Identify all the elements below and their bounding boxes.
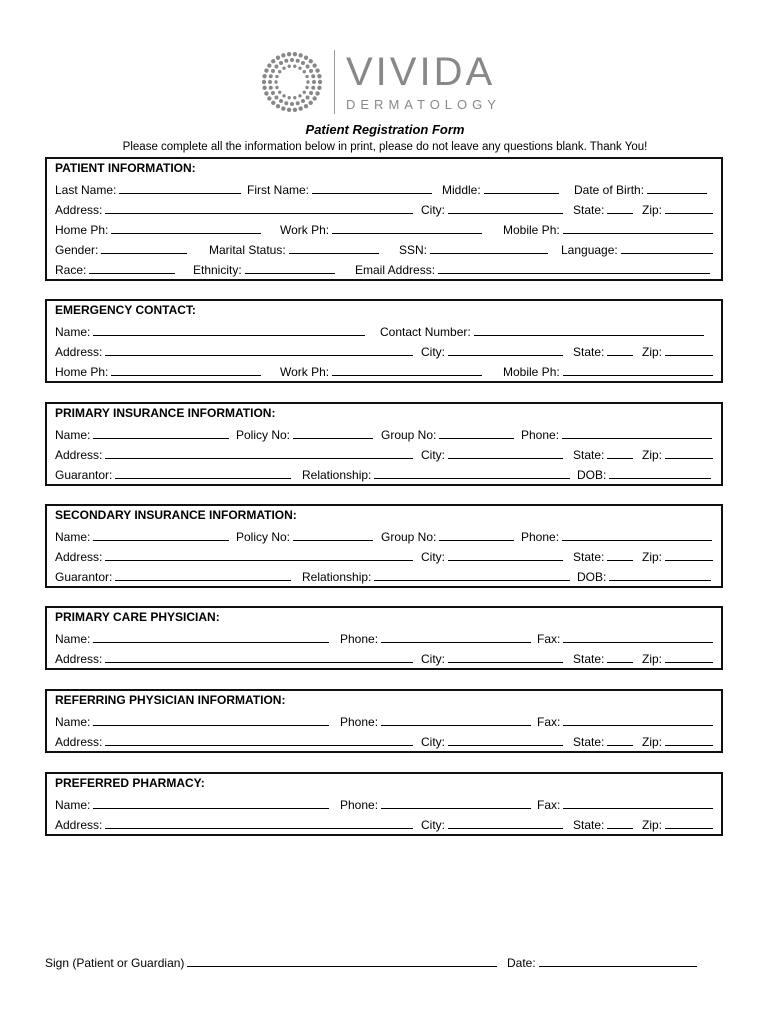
logo-dot xyxy=(268,80,272,84)
emergency-contact-section xyxy=(45,299,723,383)
logo-dot xyxy=(275,86,278,89)
home-phone-field[interactable] xyxy=(111,221,261,234)
zip-label: Zip: xyxy=(642,448,663,462)
logo-dot xyxy=(305,86,308,89)
mobile-phone-label: Mobile Ph: xyxy=(503,365,560,379)
group-number-label: Group No: xyxy=(381,530,437,544)
logo-dot xyxy=(298,94,301,97)
logo-dot xyxy=(304,104,308,108)
form-row xyxy=(55,630,717,650)
dob-label: DOB: xyxy=(577,570,607,584)
form-row xyxy=(55,650,717,670)
ssn-label: SSN: xyxy=(399,243,428,257)
logo-dot xyxy=(275,75,278,78)
logo-dot xyxy=(274,64,278,68)
name-label: Name: xyxy=(55,325,91,339)
phone-label: Phone: xyxy=(521,530,560,544)
city-field[interactable] xyxy=(448,816,563,829)
logo-dot xyxy=(309,69,313,73)
logo-dot xyxy=(290,58,294,62)
marital-status-label: Marital Status: xyxy=(209,243,286,257)
logo-dot xyxy=(306,80,309,83)
logo-dot xyxy=(309,59,313,63)
phone-field[interactable] xyxy=(562,528,712,541)
zip-label: Zip: xyxy=(642,818,663,832)
state-field[interactable] xyxy=(607,650,633,663)
date-of-birth-label: Date of Birth: xyxy=(574,183,645,197)
logo-dot xyxy=(269,86,273,90)
name-field[interactable] xyxy=(93,528,229,541)
dob-label: DOB: xyxy=(577,468,607,482)
logo-dot xyxy=(274,80,277,83)
logo-dot xyxy=(271,101,275,105)
logo-dot xyxy=(281,53,285,57)
form-row xyxy=(55,528,717,548)
logo-dot xyxy=(262,80,266,84)
address-label: Address: xyxy=(55,652,103,666)
logo-dot xyxy=(305,75,308,78)
zip-label: Zip: xyxy=(642,203,663,217)
group-number-field[interactable] xyxy=(439,426,514,439)
mobile-phone-field[interactable] xyxy=(563,221,713,234)
section-title: PRIMARY CARE PHYSICIAN: xyxy=(55,610,220,624)
dob-field[interactable] xyxy=(609,466,711,479)
marital-status-field[interactable] xyxy=(289,241,379,254)
logo-dot xyxy=(290,102,294,106)
section-title: EMERGENCY CONTACT: xyxy=(55,303,196,317)
form-row xyxy=(55,323,717,343)
work-phone-label: Work Ph: xyxy=(280,223,330,237)
fax-field[interactable] xyxy=(563,796,713,809)
logo-dot xyxy=(262,74,266,78)
policy-number-label: Policy No: xyxy=(236,530,291,544)
date-of-birth-field[interactable] xyxy=(647,181,707,194)
logo-name: VIVIDA xyxy=(346,50,496,94)
address-field[interactable] xyxy=(105,548,413,561)
address-label: Address: xyxy=(55,448,103,462)
address-field[interactable] xyxy=(105,201,413,214)
ethnicity-label: Ethnicity: xyxy=(193,263,242,277)
logo-dot xyxy=(303,70,306,73)
state-label: State: xyxy=(573,818,605,832)
city-field[interactable] xyxy=(448,650,563,663)
city-label: City: xyxy=(421,652,445,666)
form-row xyxy=(55,426,717,446)
zip-field[interactable] xyxy=(665,816,713,829)
name-field[interactable] xyxy=(93,796,329,809)
guarantor-label: Guarantor: xyxy=(55,570,113,584)
dob-field[interactable] xyxy=(609,568,711,581)
form-row xyxy=(55,796,717,816)
phone-label: Phone: xyxy=(340,632,379,646)
state-label: State: xyxy=(573,448,605,462)
zip-label: Zip: xyxy=(642,652,663,666)
fax-label: Fax: xyxy=(537,798,561,812)
last-name-label: Last Name: xyxy=(55,183,117,197)
form-row xyxy=(55,363,717,383)
logo-dot xyxy=(264,68,268,72)
logo-dot xyxy=(311,74,315,78)
state-field[interactable] xyxy=(607,343,633,356)
name-label: Name: xyxy=(55,428,91,442)
signature-label: Sign (Patient or Guardian) xyxy=(45,956,185,970)
date-label: Date: xyxy=(507,956,536,970)
city-field[interactable] xyxy=(448,343,563,356)
logo-dot xyxy=(282,94,285,97)
state-field[interactable] xyxy=(607,816,633,829)
ethnicity-field[interactable] xyxy=(245,261,335,274)
logo-dot xyxy=(267,96,271,100)
logo-dot xyxy=(306,96,310,100)
logo-dot xyxy=(303,91,306,94)
section-title: PRIMARY INSURANCE INFORMATION: xyxy=(55,406,276,420)
dot-circle-logo-icon xyxy=(262,50,326,114)
mobile-phone-field[interactable] xyxy=(563,363,713,376)
fax-label: Fax: xyxy=(537,632,561,646)
address-field[interactable] xyxy=(105,343,413,356)
email-field[interactable] xyxy=(438,261,710,274)
zip-label: Zip: xyxy=(642,550,663,564)
address-field[interactable] xyxy=(105,733,413,746)
logo-dot xyxy=(298,53,302,57)
form-instructions: Please complete all the information below in print, please do not leave any questions blank. Thank You! xyxy=(122,141,648,153)
form-row xyxy=(55,446,717,466)
logo-dot xyxy=(304,56,308,60)
gender-field[interactable] xyxy=(101,241,187,254)
logo-dot xyxy=(271,59,275,63)
logo-dot xyxy=(284,59,288,63)
city-field[interactable] xyxy=(448,201,563,214)
address-label: Address: xyxy=(55,345,103,359)
phone-field[interactable] xyxy=(381,713,531,726)
work-phone-field[interactable] xyxy=(332,221,482,234)
state-field[interactable] xyxy=(607,201,633,214)
state-label: State: xyxy=(573,345,605,359)
logo-dot xyxy=(312,80,316,84)
name-field[interactable] xyxy=(93,323,365,336)
logo-subtitle: DERMATOLOGY xyxy=(346,97,501,112)
race-field[interactable] xyxy=(89,261,175,274)
preferred-pharmacy-section xyxy=(45,772,723,836)
home-phone-label: Home Ph: xyxy=(55,223,109,237)
group-number-field[interactable] xyxy=(439,528,514,541)
logo-dot xyxy=(309,101,313,105)
address-field[interactable] xyxy=(105,446,413,459)
logo-dot xyxy=(264,91,268,95)
middle-field[interactable] xyxy=(484,181,559,194)
logo-dot xyxy=(306,64,310,68)
logo-dot xyxy=(287,108,291,112)
zip-field[interactable] xyxy=(665,343,713,356)
logo-dot xyxy=(284,101,288,105)
state-label: State: xyxy=(573,550,605,564)
email-label: Email Address: xyxy=(355,263,436,277)
guarantor-field[interactable] xyxy=(115,568,291,581)
logo-dot xyxy=(309,91,313,95)
form-row xyxy=(55,548,717,568)
work-phone-label: Work Ph: xyxy=(280,365,330,379)
logo-dot xyxy=(317,74,321,78)
logo-dot xyxy=(276,104,280,108)
logo-dot xyxy=(293,65,296,68)
form-row xyxy=(55,568,717,588)
logo-dot xyxy=(271,69,275,73)
policy-number-label: Policy No: xyxy=(236,428,291,442)
phone-label: Phone: xyxy=(521,428,560,442)
section-title: SECONDARY INSURANCE INFORMATION: xyxy=(55,508,297,522)
phone-label: Phone: xyxy=(340,798,379,812)
referring-physician-section xyxy=(45,689,723,753)
date-row xyxy=(507,954,697,970)
zip-field[interactable] xyxy=(665,446,713,459)
logo-dot xyxy=(301,61,305,65)
address-field[interactable] xyxy=(105,816,413,829)
form-row xyxy=(55,343,717,363)
logo-dot xyxy=(278,70,281,73)
city-label: City: xyxy=(421,345,445,359)
state-field[interactable] xyxy=(607,446,633,459)
race-label: Race: xyxy=(55,263,87,277)
ssn-field[interactable] xyxy=(430,241,548,254)
logo-divider xyxy=(334,50,335,114)
form-row xyxy=(55,713,717,733)
primary-care-physician-section xyxy=(45,606,723,670)
logo-dot xyxy=(279,99,283,103)
last-name-field[interactable] xyxy=(119,181,241,194)
logo-dot xyxy=(317,86,321,90)
address-field[interactable] xyxy=(105,650,413,663)
fax-label: Fax: xyxy=(537,715,561,729)
phone-field[interactable] xyxy=(562,426,712,439)
language-field[interactable] xyxy=(621,241,713,254)
section-title: PREFERRED PHARMACY: xyxy=(55,776,205,790)
date-field[interactable] xyxy=(539,954,697,967)
logo-dot xyxy=(282,66,285,69)
zip-field[interactable] xyxy=(665,733,713,746)
mobile-phone-label: Mobile Ph: xyxy=(503,223,560,237)
state-label: State: xyxy=(573,203,605,217)
contact-number-label: Contact Number: xyxy=(380,325,471,339)
address-label: Address: xyxy=(55,550,103,564)
logo-dot xyxy=(278,91,281,94)
phone-field[interactable] xyxy=(381,630,531,643)
city-label: City: xyxy=(421,550,445,564)
address-label: Address: xyxy=(55,818,103,832)
secondary-insurance-section xyxy=(45,504,723,588)
guarantor-field[interactable] xyxy=(115,466,291,479)
patient-information-section xyxy=(45,157,723,281)
zip-label: Zip: xyxy=(642,735,663,749)
name-field[interactable] xyxy=(93,713,329,726)
zip-label: Zip: xyxy=(642,345,663,359)
section-title: PATIENT INFORMATION: xyxy=(55,161,196,175)
zip-field[interactable] xyxy=(665,548,713,561)
logo-dot xyxy=(298,106,302,110)
phone-field[interactable] xyxy=(381,796,531,809)
city-field[interactable] xyxy=(448,548,563,561)
relationship-label: Relationship: xyxy=(302,570,372,584)
logo-dot xyxy=(288,96,291,99)
section-title: REFERRING PHYSICIAN INFORMATION: xyxy=(55,693,286,707)
form-title: Patient Registration Form xyxy=(305,122,465,137)
signature-field[interactable] xyxy=(187,954,497,967)
form-row xyxy=(55,221,717,241)
logo-dot xyxy=(301,99,305,103)
form-row xyxy=(55,241,717,261)
zip-field[interactable] xyxy=(665,201,713,214)
relationship-field[interactable] xyxy=(374,466,570,479)
logo-dot xyxy=(271,91,275,95)
logo-dot xyxy=(262,86,266,90)
name-field[interactable] xyxy=(93,630,329,643)
middle-label: Middle: xyxy=(442,183,481,197)
first-name-label: First Name: xyxy=(247,183,310,197)
city-label: City: xyxy=(421,735,445,749)
form-row xyxy=(55,816,717,836)
city-label: City: xyxy=(421,203,445,217)
logo-dot xyxy=(267,63,271,67)
logo-dot xyxy=(274,96,278,100)
primary-insurance-section xyxy=(45,402,723,486)
logo-dot xyxy=(293,52,297,56)
form-row xyxy=(55,181,717,201)
signature-row xyxy=(45,954,497,970)
name-label: Name: xyxy=(55,798,91,812)
logo-dot xyxy=(281,106,285,110)
zip-field[interactable] xyxy=(665,650,713,663)
logo-dot xyxy=(318,80,322,84)
logo-dot xyxy=(315,91,319,95)
relationship-label: Relationship: xyxy=(302,468,372,482)
form-row xyxy=(55,261,717,281)
logo-dot xyxy=(298,66,301,69)
contact-number-field[interactable] xyxy=(474,323,704,336)
name-label: Name: xyxy=(55,715,91,729)
logo-dot xyxy=(293,108,297,112)
logo-dot xyxy=(315,68,319,72)
state-field[interactable] xyxy=(607,733,633,746)
group-number-label: Group No: xyxy=(381,428,437,442)
logo-dot xyxy=(312,63,316,67)
form-row xyxy=(55,201,717,221)
name-field[interactable] xyxy=(93,426,229,439)
form-row xyxy=(55,466,717,486)
first-name-field[interactable] xyxy=(312,181,432,194)
fax-field[interactable] xyxy=(563,630,713,643)
city-field[interactable] xyxy=(448,446,563,459)
home-phone-field[interactable] xyxy=(111,363,261,376)
policy-number-field[interactable] xyxy=(293,528,373,541)
relationship-field[interactable] xyxy=(374,568,570,581)
state-field[interactable] xyxy=(607,548,633,561)
city-label: City: xyxy=(421,448,445,462)
logo-dot xyxy=(288,65,291,68)
address-label: Address: xyxy=(55,735,103,749)
logo-dot xyxy=(311,86,315,90)
state-label: State: xyxy=(573,735,605,749)
name-label: Name: xyxy=(55,632,91,646)
logo-dot xyxy=(312,96,316,100)
gender-label: Gender: xyxy=(55,243,99,257)
guarantor-label: Guarantor: xyxy=(55,468,113,482)
vivida-logo xyxy=(262,50,512,120)
logo-dot xyxy=(279,61,283,65)
fax-field[interactable] xyxy=(563,713,713,726)
address-label: Address: xyxy=(55,203,103,217)
logo-dot xyxy=(296,59,300,63)
state-label: State: xyxy=(573,652,605,666)
policy-number-field[interactable] xyxy=(293,426,373,439)
logo-dot xyxy=(287,52,291,56)
name-label: Name: xyxy=(55,530,91,544)
home-phone-label: Home Ph: xyxy=(55,365,109,379)
form-row xyxy=(55,733,717,753)
phone-label: Phone: xyxy=(340,715,379,729)
work-phone-field[interactable] xyxy=(332,363,482,376)
logo-dot xyxy=(296,101,300,105)
language-label: Language: xyxy=(561,243,618,257)
logo-dot xyxy=(269,74,273,78)
city-label: City: xyxy=(421,818,445,832)
logo-dot xyxy=(293,96,296,99)
logo-dot xyxy=(276,56,280,60)
city-field[interactable] xyxy=(448,733,563,746)
